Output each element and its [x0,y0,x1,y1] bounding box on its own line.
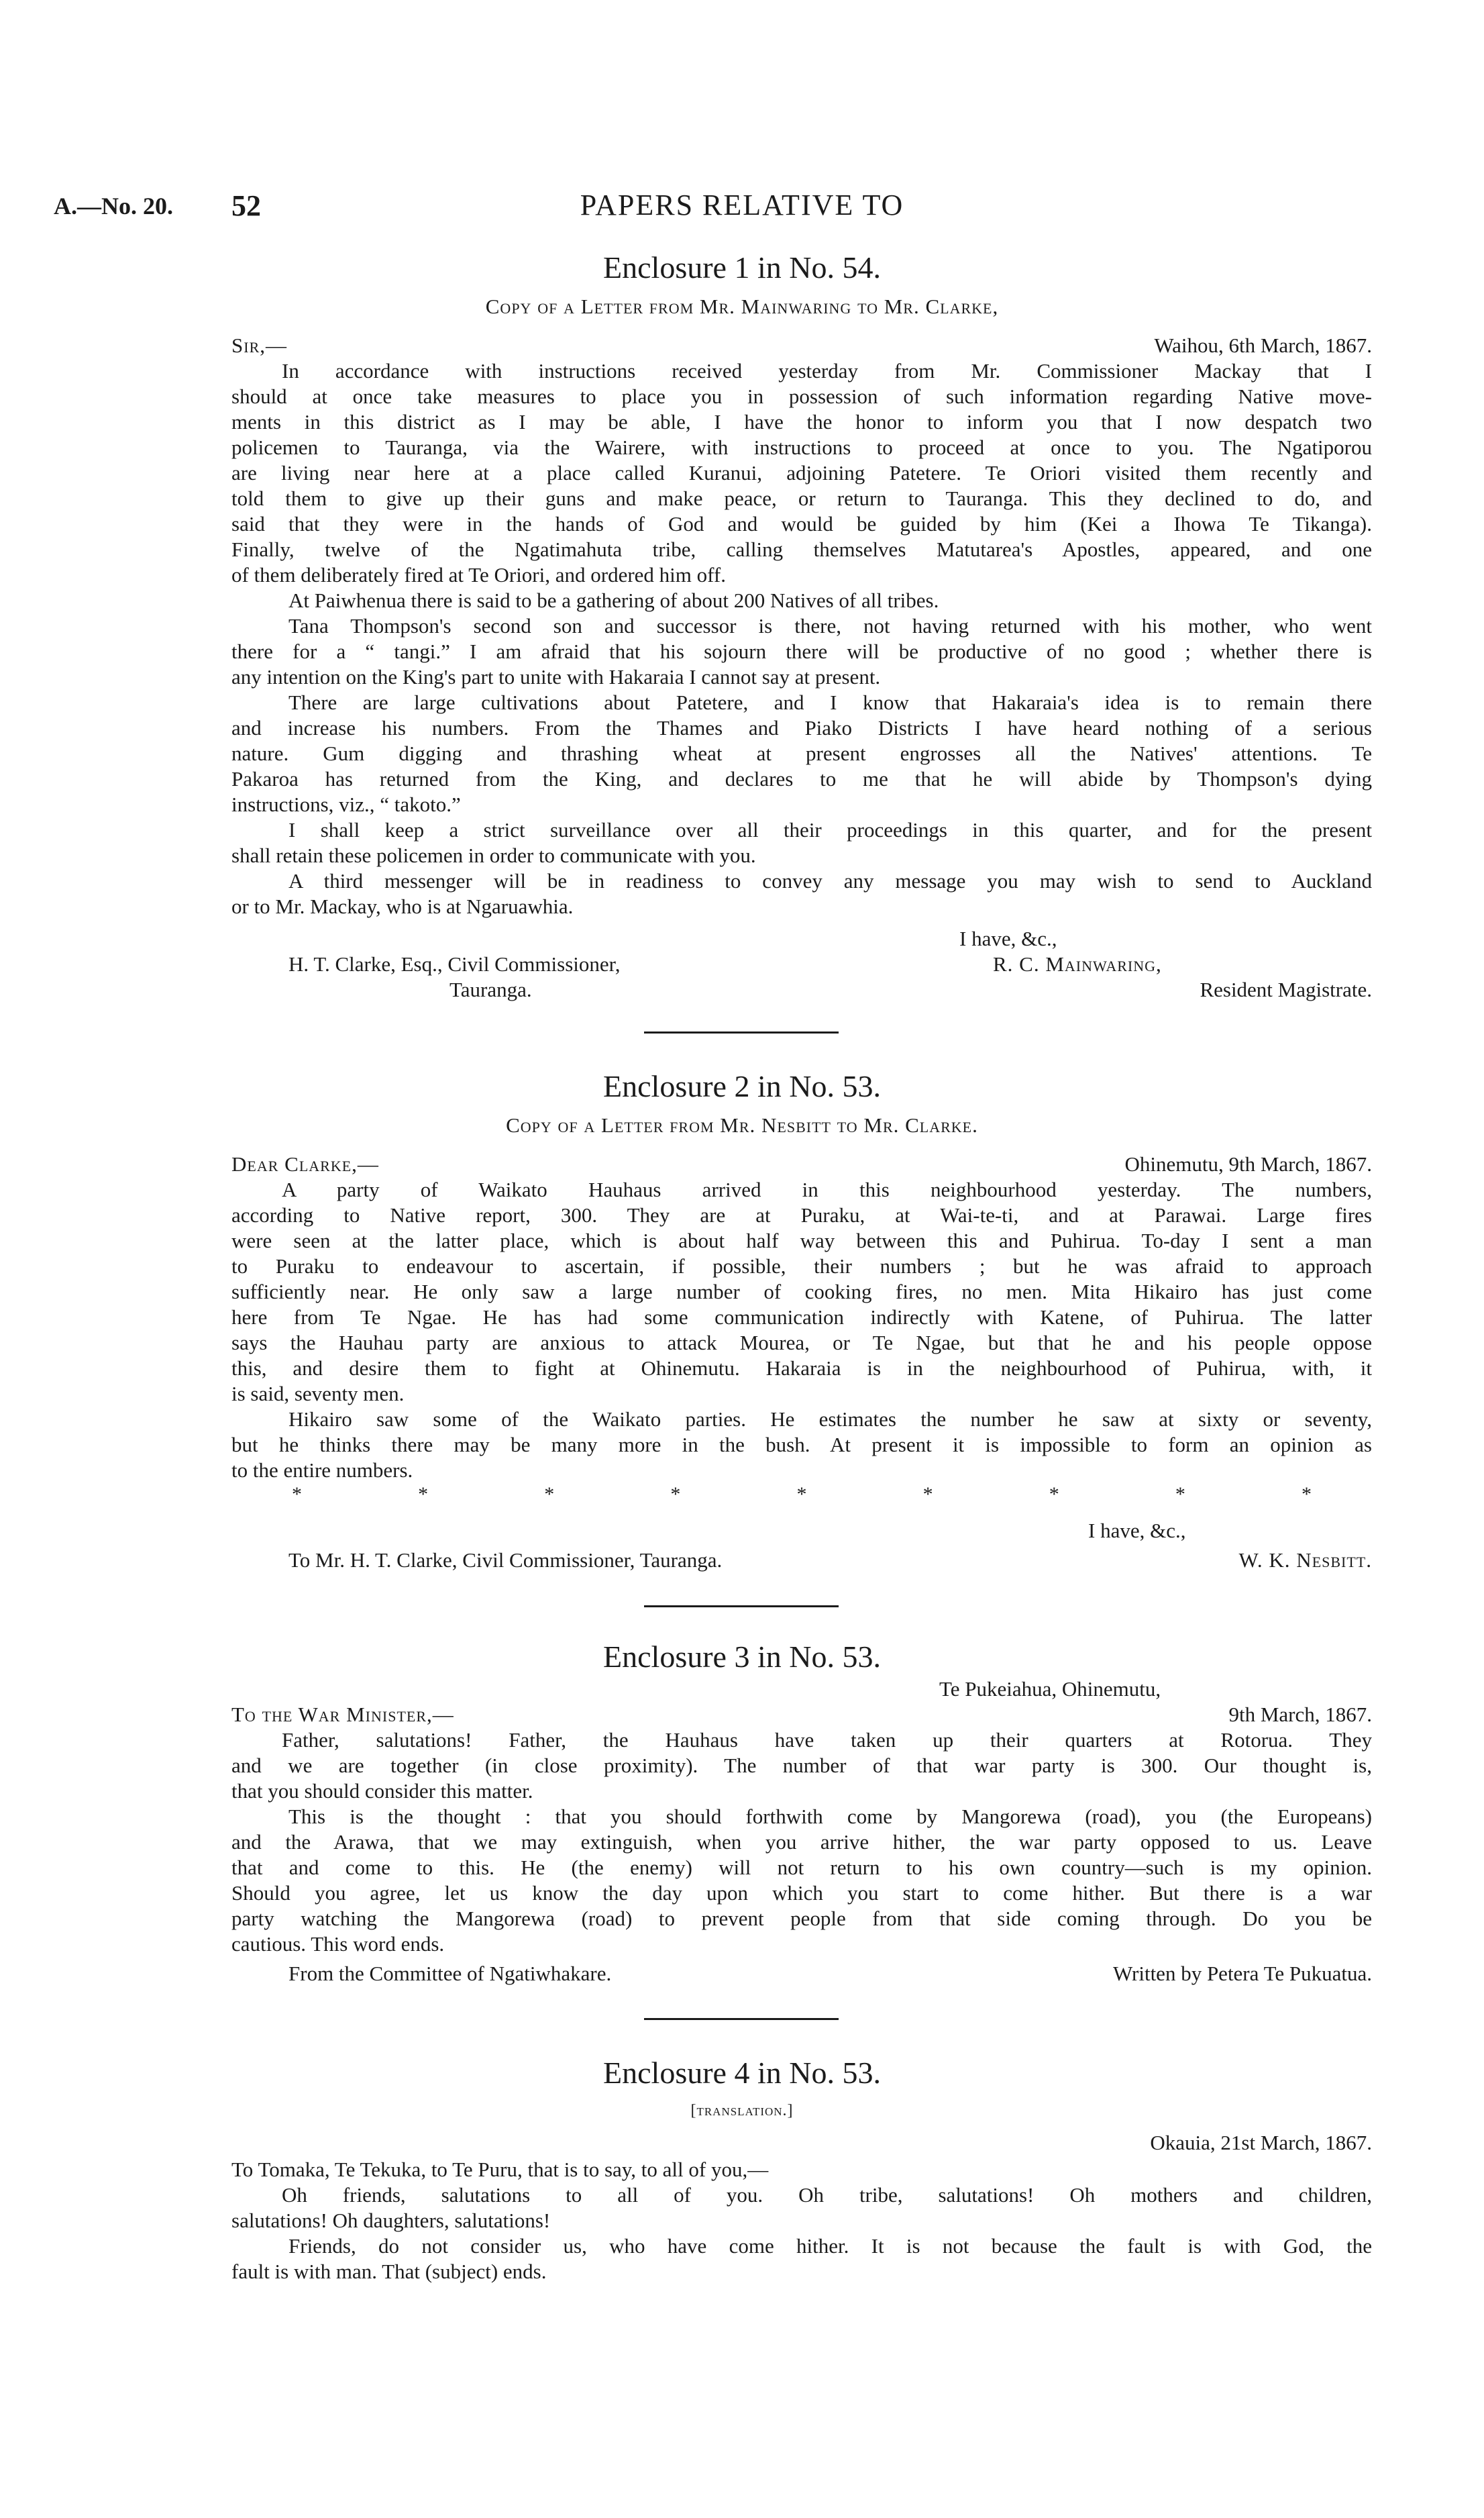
enc2-line: to the entire numbers. [231,1458,413,1482]
enc2-line: says the Hauhau party are anxious to attack Mourea, or Te Ngae, but that he and his people oppose [231,1331,1372,1354]
enclosure-1-salutation: Sir,— [231,334,287,357]
enclosure-1-closing: I have, &c., [959,927,1057,950]
enc2-line: were seen at the latter place, which is about half way between this and Puhirua. To-day I sent a man [231,1229,1372,1252]
enclosure-1-addressee: H. T. Clarke, Esq., Civil Commissioner, [288,952,621,976]
enc2-line: A party of Waikato Hauhaus arrived in this neighbourhood yesterday. The numbers, [282,1178,1372,1201]
enc1-line: Tana Thompson's second son and successor is there, not having returned with his mother, who went [288,614,1372,638]
enc2-line: according to Native report, 300. They are at Puraku, at Wai-te-ti, and at Parawai. Large fires [231,1203,1372,1227]
enc2-line: this, and desire them to fight at Ohinemutu. Hakaraia is in the neighbourhood of Puhirua, with, it [231,1356,1372,1380]
enc1-line: any intention on the King's part to unite with Hakaraia I cannot say at present. [231,665,881,689]
section-divider [644,1031,839,1034]
enc3-line: Should you agree, let us know the day upon which you start to come hither. But there is a war [231,1881,1372,1905]
enc3-line: Father, salutations! Father, the Hauhaus have taken up their quarters at Rotorua. They [282,1728,1372,1752]
enclosure-2-signature: W. K. Nesbitt. [1238,1548,1372,1572]
section-divider [644,1605,839,1607]
enc2-line: to Puraku to endeavour to ascertain, if possible, their numbers ; but he was afraid to approach [231,1254,1372,1278]
enc1-line: instructions, viz., “ takoto.” [231,793,461,816]
enclosure-1-subtitle: Copy of a Letter from Mr. Mainwaring to Mr. Clarke, [485,295,999,318]
enclosure-1-addressee-town: Tauranga. [449,978,532,1001]
enc1-line: ments in this district as I may be able, I have the honor to inform you that I now despatch two [231,410,1372,434]
enclosure-2-addressee: To Mr. H. T. Clarke, Civil Commissioner, Tauranga. [288,1548,723,1572]
enc3-line: that you should consider this matter. [231,1779,533,1803]
enclosure-2-place-date: Ohinemutu, 9th March, 1867. [1124,1152,1372,1176]
enc1-line: In accordance with instructions received yesterday from Mr. Commissioner Mackay that I [282,359,1372,383]
enclosure-4-salutation: To Tomaka, Te Tekuka, to Te Puru, that is to say, to all of you,— [231,2158,769,2181]
document-reference: A.—No. 20. [54,193,173,219]
running-title: PAPERS RELATIVE TO [580,189,904,221]
enc2-line: but he thinks there may be many more in the bush. At present it is impossible to form an opinion as [231,1433,1372,1456]
enc3-line: This is the thought : that you should forthwith come by Mangorewa (road), you (the Europeans) [288,1805,1372,1828]
enclosure-4-place-date: Okauia, 21st March, 1867. [1150,2131,1372,2154]
star: * [1175,1483,1185,1505]
star: * [1049,1483,1059,1505]
enclosure-1-title: Enclosure 1 in No. 54. [603,250,881,285]
star: * [418,1483,429,1505]
enc1-line: policemen to Tauranga, via the Wairere, with instructions to proceed at once to you. The Ngatiporou [231,436,1372,459]
enc3-line: that and come to this. He (the enemy) will not return to his own country—such is my opinion. [231,1856,1372,1879]
star: * [544,1483,555,1505]
enc4-line: salutations! Oh daughters, salutations! [231,2209,551,2232]
page-number: 52 [231,189,261,222]
enc2-line: is said, seventy men. [231,1382,405,1405]
enc1-line: told them to give up their guns and make peace, or return to Tauranga. This they declined to do, and [231,487,1372,510]
enc4-line: Friends, do not consider us, who have come hither. It is not because the fault is with God, the [288,2234,1372,2258]
enc1-line: nature. Gum digging and thrashing wheat at present engrosses all the Natives' attentions. Te [231,742,1372,765]
enc1-line: said that they were in the hands of God and would be guided by him (Kei a Ihowa Te Tikanga). [231,512,1372,536]
enc1-line: shall retain these policemen in order to communicate with you. [231,844,756,867]
enc1-line: I shall keep a strict surveillance over all their proceedings in this quarter, and for the present [288,818,1372,842]
enc1-line: At Paiwhenua there is said to be a gathering of about 200 Natives of all tribes. [288,589,939,612]
enclosure-1-signature: R. C. Mainwaring, [993,952,1162,976]
enclosure-3-salutation: To the War Minister,— [231,1703,454,1726]
enc4-line: fault is with man. That (subject) ends. [231,2260,547,2283]
star: * [1302,1483,1312,1505]
enclosure-2-subtitle: Copy of a Letter from Mr. Nesbitt to Mr. Clarke. [506,1113,978,1137]
enclosure-2-title: Enclosure 2 in No. 53. [603,1069,881,1103]
enclosure-4-translation-note: [translation.] [690,2102,794,2119]
star: * [292,1483,302,1505]
star: * [796,1483,807,1505]
star: * [922,1483,933,1505]
section-divider [644,2018,839,2020]
enc3-line: cautious. This word ends. [231,1932,445,1956]
enc1-line: There are large cultivations about Patetere, and I know that Hakaraia's idea is to remain there [288,691,1372,714]
enclosure-1-place-date: Waihou, 6th March, 1867. [1154,334,1372,357]
enc2-line: Hikairo saw some of the Waikato parties. He estimates the number he saw at sixty or seventy, [288,1407,1372,1431]
enc1-line: are living near here at a place called Kuranui, adjoining Patetere. Te Oriori visited them recently and [231,461,1372,485]
enclosure-3-place: Te Pukeiahua, Ohinemutu, [939,1677,1161,1701]
enc2-line: sufficiently near. He only saw a large number of cooking fires, no men. Mita Hikairo has just come [231,1280,1372,1303]
enclosure-3-signature: Written by Petera Te Pukuatua. [1113,1962,1372,1985]
enc1-line: should at once take measures to place you in possession of such information regarding Native move- [231,385,1372,408]
enc3-line: party watching the Mangorewa (road) to prevent people from that side coming through. Do you be [231,1907,1372,1930]
enclosure-4-title: Enclosure 4 in No. 53. [603,2056,881,2090]
enc1-line: A third messenger will be in readiness to convey any message you may wish to send to Auckland [288,869,1372,893]
enclosure-3-from: From the Committee of Ngatiwhakare. [288,1962,612,1985]
enc2-line: here from Te Ngae. He has had some communication indirectly with Katene, of Puhirua. The latter [231,1305,1372,1329]
enc1-line: and increase his numbers. From the Thames and Piako Districts I have heard nothing of a serious [231,716,1372,740]
enclosure-3-date: 9th March, 1867. [1228,1703,1372,1726]
enc4-line: Oh friends, salutations to all of you. Oh tribe, salutations! Oh mothers and children, [282,2183,1372,2207]
enclosure-2-salutation: Dear Clarke,— [231,1152,379,1176]
enc3-line: and the Arawa, that we may extinguish, when you arrive hither, the war party opposed to us. Leave [231,1830,1372,1854]
ellipsis-stars [292,1484,1312,1505]
enc1-line: Finally, twelve of the Ngatimahuta tribe, calling themselves Matutarea's Apostles, appeared, and one [231,538,1372,561]
enclosure-3-title: Enclosure 3 in No. 53. [603,1640,881,1674]
enclosure-2-closing: I have, &c., [1088,1519,1186,1542]
enc1-line: there for a “ tangi.” I am afraid that his sojourn there will be productive of no good ; whether there is [231,640,1372,663]
enc1-line: Pakaroa has returned from the King, and declares to me that he will abide by Thompson's dying [231,767,1372,791]
enc1-line: or to Mr. Mackay, who is at Ngaruawhia. [231,895,574,918]
enc3-line: and we are together (in close proximity). The number of that war party is 300. Our thought is, [231,1754,1372,1777]
enc1-line: of them deliberately fired at Te Oriori, and ordered him off. [231,563,726,587]
enclosure-1-signature-title: Resident Magistrate. [1200,978,1372,1001]
star: * [670,1483,681,1505]
